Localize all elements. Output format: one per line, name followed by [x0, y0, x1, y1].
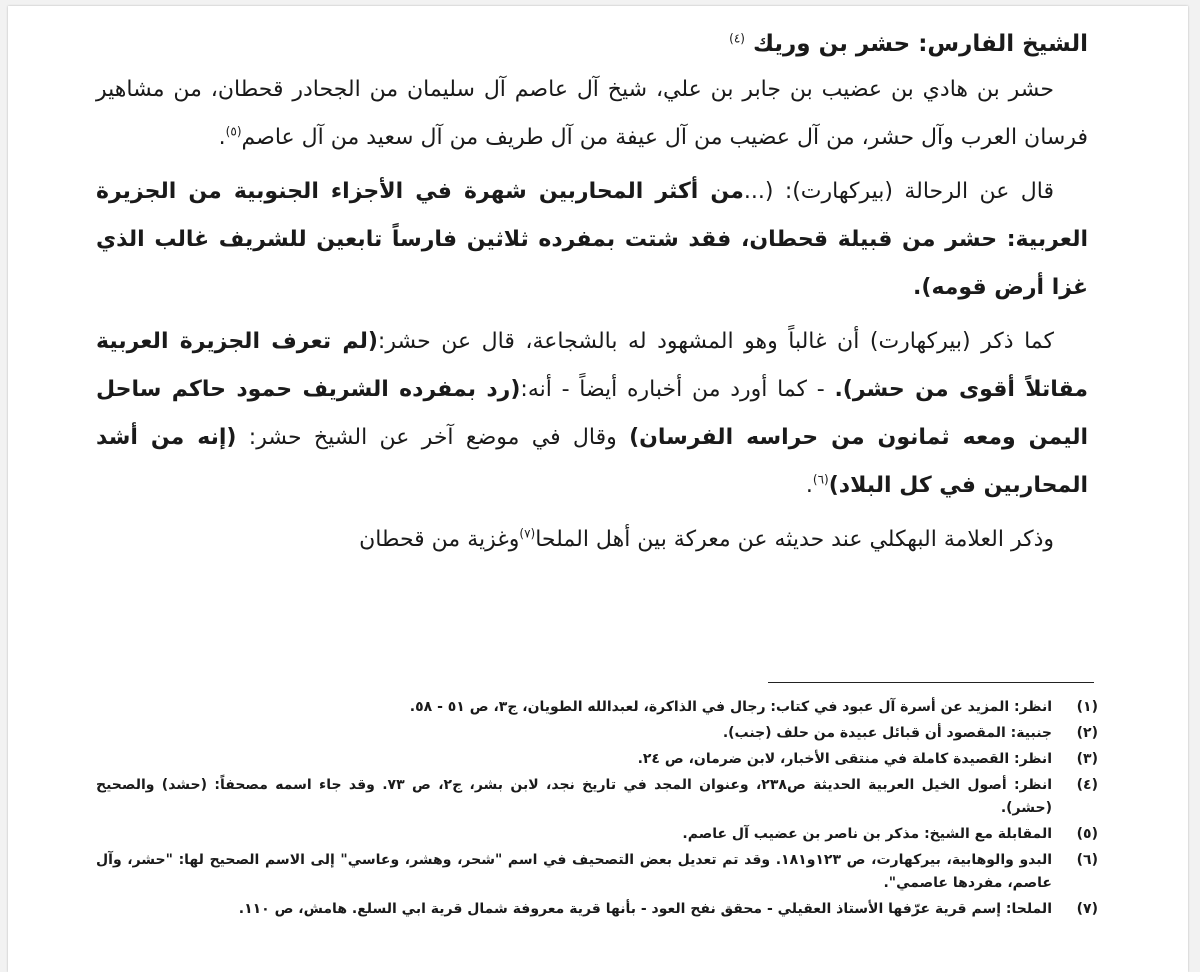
footnote-item: [96, 722, 1098, 745]
footnote-separator: [768, 682, 1094, 683]
main-text: [96, 26, 1088, 570]
paragraph-2: [96, 168, 1088, 312]
paragraph-text: قال عن الرحالة (بيركهارت): (...: [743, 179, 1054, 204]
quote-text: (إنه من أشد المحاربين في كل البلاد): [96, 425, 1088, 498]
paragraph-end: .: [218, 125, 226, 150]
footnote-item: [96, 696, 1098, 719]
quote-text: (لم تعرف الجزيرة العربية مقاتلاً أقوى من حشر).: [96, 329, 1088, 402]
paragraph-text: وقال في موضع آخر عن الشيخ حشر:: [236, 425, 630, 450]
footnote-text: جنبية: المقصود أن قبائل عبيدة من حلف (جنب).: [722, 725, 1052, 741]
footnote-number: (١): [1076, 699, 1098, 715]
quote-text: من أكثر المحاربين شهرة في الأجزاء الجنوبية من الجزيرة العربية: حشر من قبيلة قحطان، فقد شتت بمفرده ثلاثين فارساً تابعين للشريف غالب الذي غزا أرض قومه).: [96, 179, 1088, 300]
footnote-text: انظر: القصيدة كاملة في منتقى الأخبار، لابن ضرمان، ص ٢٤.: [637, 751, 1052, 767]
footnote-number: (٧): [1076, 901, 1098, 917]
heading-title: الشيخ الفارس: حشر بن وريك: [752, 31, 1088, 57]
paragraph-text: وغزية من قحطان: [359, 527, 520, 552]
footnotes: [96, 696, 1098, 924]
footnote-item: [96, 823, 1098, 846]
footnote-text: انظر: أصول الخيل العربية الحديثة ص٢٣٨، وعنوان المجد في تاريخ نجد، لابن بشر، ج٢، ص ٧٣. وقد جاء اسمه مصحفاً: (حشد) والصحيح (حشر).: [96, 777, 1053, 816]
footnote-item: [96, 748, 1098, 771]
paragraph-text: حشر بن هادي بن عضيب بن جابر بن علي، شيخ آل عاصم آل سليمان من الجحادر قحطان، من مشاهير فرسان العرب وآل حشر، من آل عضيب من آل عيفة من آل طريف من آل سعيد من آل عاصم: [96, 77, 1088, 150]
footnote-number: (٦): [1076, 852, 1098, 868]
footnote-number: (٢): [1076, 725, 1098, 741]
paragraph-text: وذكر العلامة البهكلي عند حديثه عن معركة بين أهل الملحا: [535, 527, 1054, 552]
footnote-ref[interactable]: (٥): [225, 124, 242, 139]
footnote-ref[interactable]: (٧): [519, 526, 536, 541]
footnote-text: المقابلة مع الشيخ: مذكر بن ناصر بن عضيب آل عاصم.: [682, 826, 1052, 842]
paragraph-1: [96, 66, 1088, 162]
footnote-item: [96, 898, 1098, 921]
footnote-ref[interactable]: (٦): [812, 472, 829, 487]
paragraph-text: - كما أورد من أخباره أيضاً - أنه:: [520, 377, 835, 402]
footnote-text: الملحا: إسم قرية عرّفها الأستاذ العقيلي - محقق نفح العود - بأنها قرية معروفة شمال قرية ابي السلع. هامش، ص ١١٠.: [238, 901, 1052, 917]
footnote-number: (٥): [1076, 826, 1098, 842]
footnote-number: (٤): [1076, 777, 1098, 793]
footnote-number: (٣): [1076, 751, 1098, 767]
paragraph-text: كما ذكر (بيركهارت) أن غالباً وهو المشهود له بالشجاعة، قال عن حشر:: [377, 329, 1054, 354]
document-page: [8, 6, 1188, 972]
section-heading: [96, 26, 1088, 62]
footnote-text: انظر: المزيد عن أسرة آل عبود في كتاب: رجال في الذاكرة، لعبدالله الطويان، ج٣، ص ٥١ - ٥٨.: [409, 699, 1052, 715]
paragraph-4: [96, 516, 1088, 564]
footnote-item: [96, 774, 1098, 820]
quote-text: (رد بمفرده الشريف حمود حاكم ساحل اليمن ومعه ثمانون من حراسه الفرسان): [96, 377, 1089, 450]
footnote-item: [96, 849, 1098, 895]
footnote-text: البدو والوهابية، بيركهارت، ص ١٢٣و١٨١. وقد تم تعديل بعض التصحيف في اسم "شحر، وهشر، وعاسي" إلى الاسم الصحيح لها: "حشر، وآل عاصم، مفردها عاصمي".: [96, 852, 1053, 891]
footnote-ref[interactable]: (٤): [729, 31, 745, 46]
paragraph-3: [96, 318, 1088, 510]
paragraph-end: .: [805, 473, 813, 498]
